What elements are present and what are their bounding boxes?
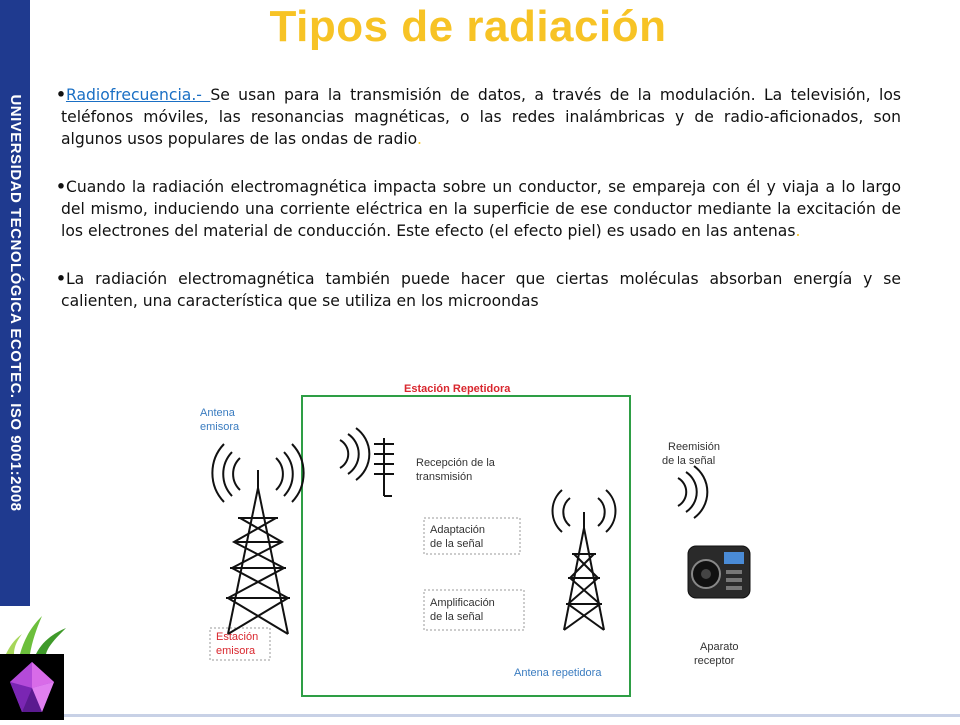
aparato-label-2: receptor xyxy=(694,655,735,667)
adaptacion-label-1: Adaptación xyxy=(430,524,486,536)
page-title: Tipos de radiación xyxy=(269,2,667,51)
station-title: Estación Repetidora xyxy=(404,383,511,395)
aparato-label-1: Aparato xyxy=(700,641,739,653)
slide-body xyxy=(56,84,901,338)
radiofrecuencia-link[interactable]: Radiofrecuencia.- xyxy=(65,86,211,104)
emission-waves-icon xyxy=(678,466,707,518)
university-name: UNIVERSIDAD TECNOLÓGICA ECOTEC. ISO 9001:2008 xyxy=(7,94,24,512)
bullet-text: Se usan para la transmisión de datos, a través de la modulación. La televisión, los teléfonos móviles, las resonancias magnéticas, o las redes inalámbricas y de radio-aficionados, son algunos usos populares de las ondas de radio xyxy=(61,86,901,148)
gem-icon xyxy=(0,654,64,720)
bullet-marker: • xyxy=(56,178,66,196)
reemision-label-1: Reemisión xyxy=(668,441,720,453)
reemision-label-2: de la señal xyxy=(662,455,716,467)
adaptacion-label-2: de la señal xyxy=(430,538,484,550)
estacion-emisora-label-1: Estación xyxy=(216,631,259,643)
recepcion-label-2: transmisión xyxy=(416,471,473,483)
amplificacion-label-1: Amplificación xyxy=(430,597,495,609)
recepcion-label-1: Recepción de la xyxy=(416,457,495,469)
bullet-text: La radiación electromagnética también puede hacer que ciertas moléculas absorban energía y se calienten, una característica que se utiliza en los microondas xyxy=(61,270,901,310)
bullet-marker: • xyxy=(56,86,66,104)
reception-antenna-icon xyxy=(340,428,394,496)
emitter-tower-icon xyxy=(212,444,303,634)
bullet-microondas xyxy=(56,268,901,312)
estacion-emisora-label-2: emisora xyxy=(216,645,256,657)
bullet-marker: • xyxy=(56,270,66,288)
bullet-radiofrecuencia xyxy=(56,84,901,150)
amplificacion-box xyxy=(424,590,524,630)
radio-receiver-icon xyxy=(688,546,750,598)
bullet-text: Cuando la radiación electromagnética impacta sobre un conductor, se empareja con él y viaja a lo largo del mismo, induciendo una corriente eléctrica en la superficie de ese conductor mediante la excitación de los electrones del material de conducción. Este efecto (el efecto piel) es usado en las antenas xyxy=(61,178,901,240)
repeater-diagram xyxy=(192,378,752,708)
footer-rule xyxy=(64,714,960,717)
antena-repetidora-label: Antena repetidora xyxy=(514,667,602,679)
logo-gem xyxy=(0,654,64,720)
bullet-conductor xyxy=(56,176,901,242)
amplificacion-label-2: de la señal xyxy=(430,611,484,623)
bullet-end: . xyxy=(795,222,801,240)
sidebar-banner xyxy=(0,0,30,606)
antena-emisora-label-1: Antena xyxy=(200,407,235,419)
repeater-tower-icon xyxy=(553,490,616,630)
bullet-end: . xyxy=(416,130,422,148)
antena-emisora-label-2: emisora xyxy=(200,421,240,433)
leaf-decoration xyxy=(0,612,68,654)
